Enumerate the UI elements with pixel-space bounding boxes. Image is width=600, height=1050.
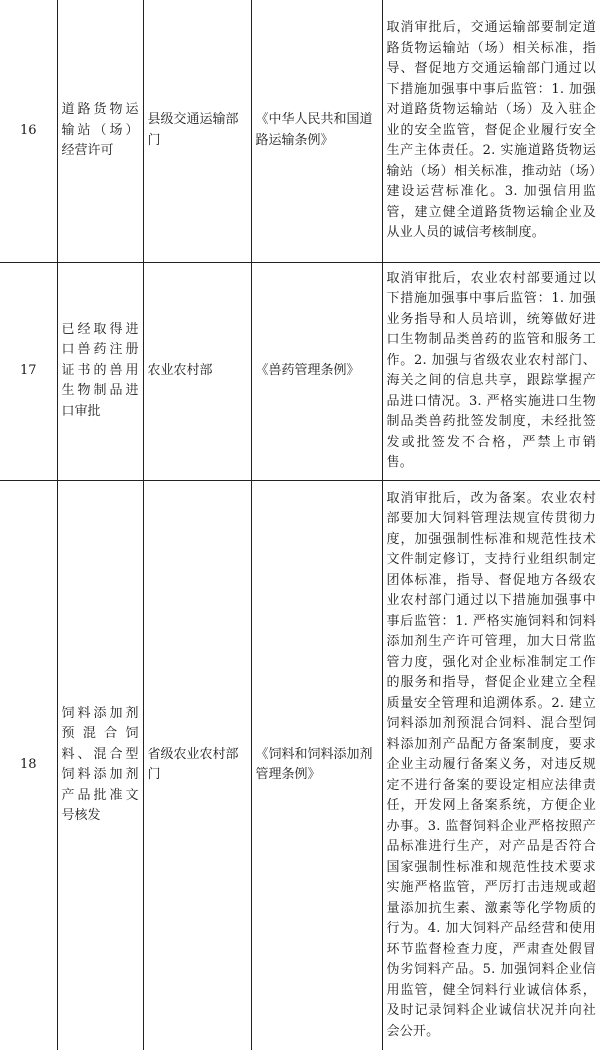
legal-basis: 《饲料和饲料添加剂管理条例》 bbox=[251, 480, 382, 1050]
supervision-measures: 取消审批后，改为备案。农业农村部要加大饲料管理法规宣传贯彻力度，加强强制性标准和规范性技术文件制定修订，支持行业组织制定团体标准，指导、督促地方各级农业农村部门通过以下措施加强事中事后监管：1. 严格实施饲料和饲料添加剂生产许可管理，加大日常监管力度，强化对企业标准制定工作的服务和指导，督促企业建立全程质量安全管理和追溯体系。2. 建立饲料添加剂预混合饲料、混合型饲料添加剂产品配方备案制度，要求企业主动履行备案义务，对违反规定不进行备案的要设定相应法律责任，开发网上备案系统，方便企业办事。3. 监督饲料企业严格按照产品标准进行生产，对产品是否符合国家强制性标准和规范性技术要求实施严格监管，严厉打击违规或超量添加抗生素、激素等化学物质的行为。4. 加大饲料产品经营和使用环节监督检查力度，严肃查处假冒伪劣饲料产品。5. 加强饲料企业信用监管，健全饲料行业诚信体系，及时记录饲料企业诚信状况并向社会公开。 bbox=[382, 480, 600, 1050]
supervision-measures: 取消审批后，交通运输部要制定道路货物运输站（场）相关标准，指导、督促地方交通运输部门通过以下措施加强事中事后监管：1. 加强对道路货物运输站（场）及入驻企业的安全监管，督促企业履行安全生产主体责任。2. 实施道路货物运输站（场）相关标准，推动站（场）建设运营标准化。3. 加强信用监管，建立健全道路货物运输企业及从业人员的诚信考核制度。 bbox=[382, 0, 600, 262]
table-row bbox=[0, 0, 600, 262]
table-row bbox=[0, 262, 600, 480]
implementing-department: 农业农村部 bbox=[143, 262, 251, 480]
table-row bbox=[0, 480, 600, 1050]
supervision-measures: 取消审批后，农业农村部要通过以下措施加强事中事后监管：1. 加强业务指导和人员培训，统筹做好进口生物制品类兽药的监管和服务工作。2. 加强与省级农业农村部门、海关之间的信息共享，跟踪掌握产品进口情况。3. 严格实施进口生物制品类兽药批签发制度，未经批签发或批签发不合格，严禁上市销售。 bbox=[382, 262, 600, 480]
item-name: 已经取得进口兽药注册证书的兽用生物制品进口审批 bbox=[57, 262, 143, 480]
implementing-department: 省级农业农村部门 bbox=[143, 480, 251, 1050]
item-name: 饲料添加剂预混合饲料、混合型饲料添加剂产品批准文号核发 bbox=[57, 480, 143, 1050]
row-number: 16 bbox=[0, 0, 57, 262]
implementing-department: 县级交通运输部门 bbox=[143, 0, 251, 262]
row-number: 17 bbox=[0, 262, 57, 480]
item-name: 道路货物运输站（场）经营许可 bbox=[57, 0, 143, 262]
legal-basis: 《中华人民共和国道路运输条例》 bbox=[251, 0, 382, 262]
row-number: 18 bbox=[0, 480, 57, 1050]
legal-basis: 《兽药管理条例》 bbox=[251, 262, 382, 480]
